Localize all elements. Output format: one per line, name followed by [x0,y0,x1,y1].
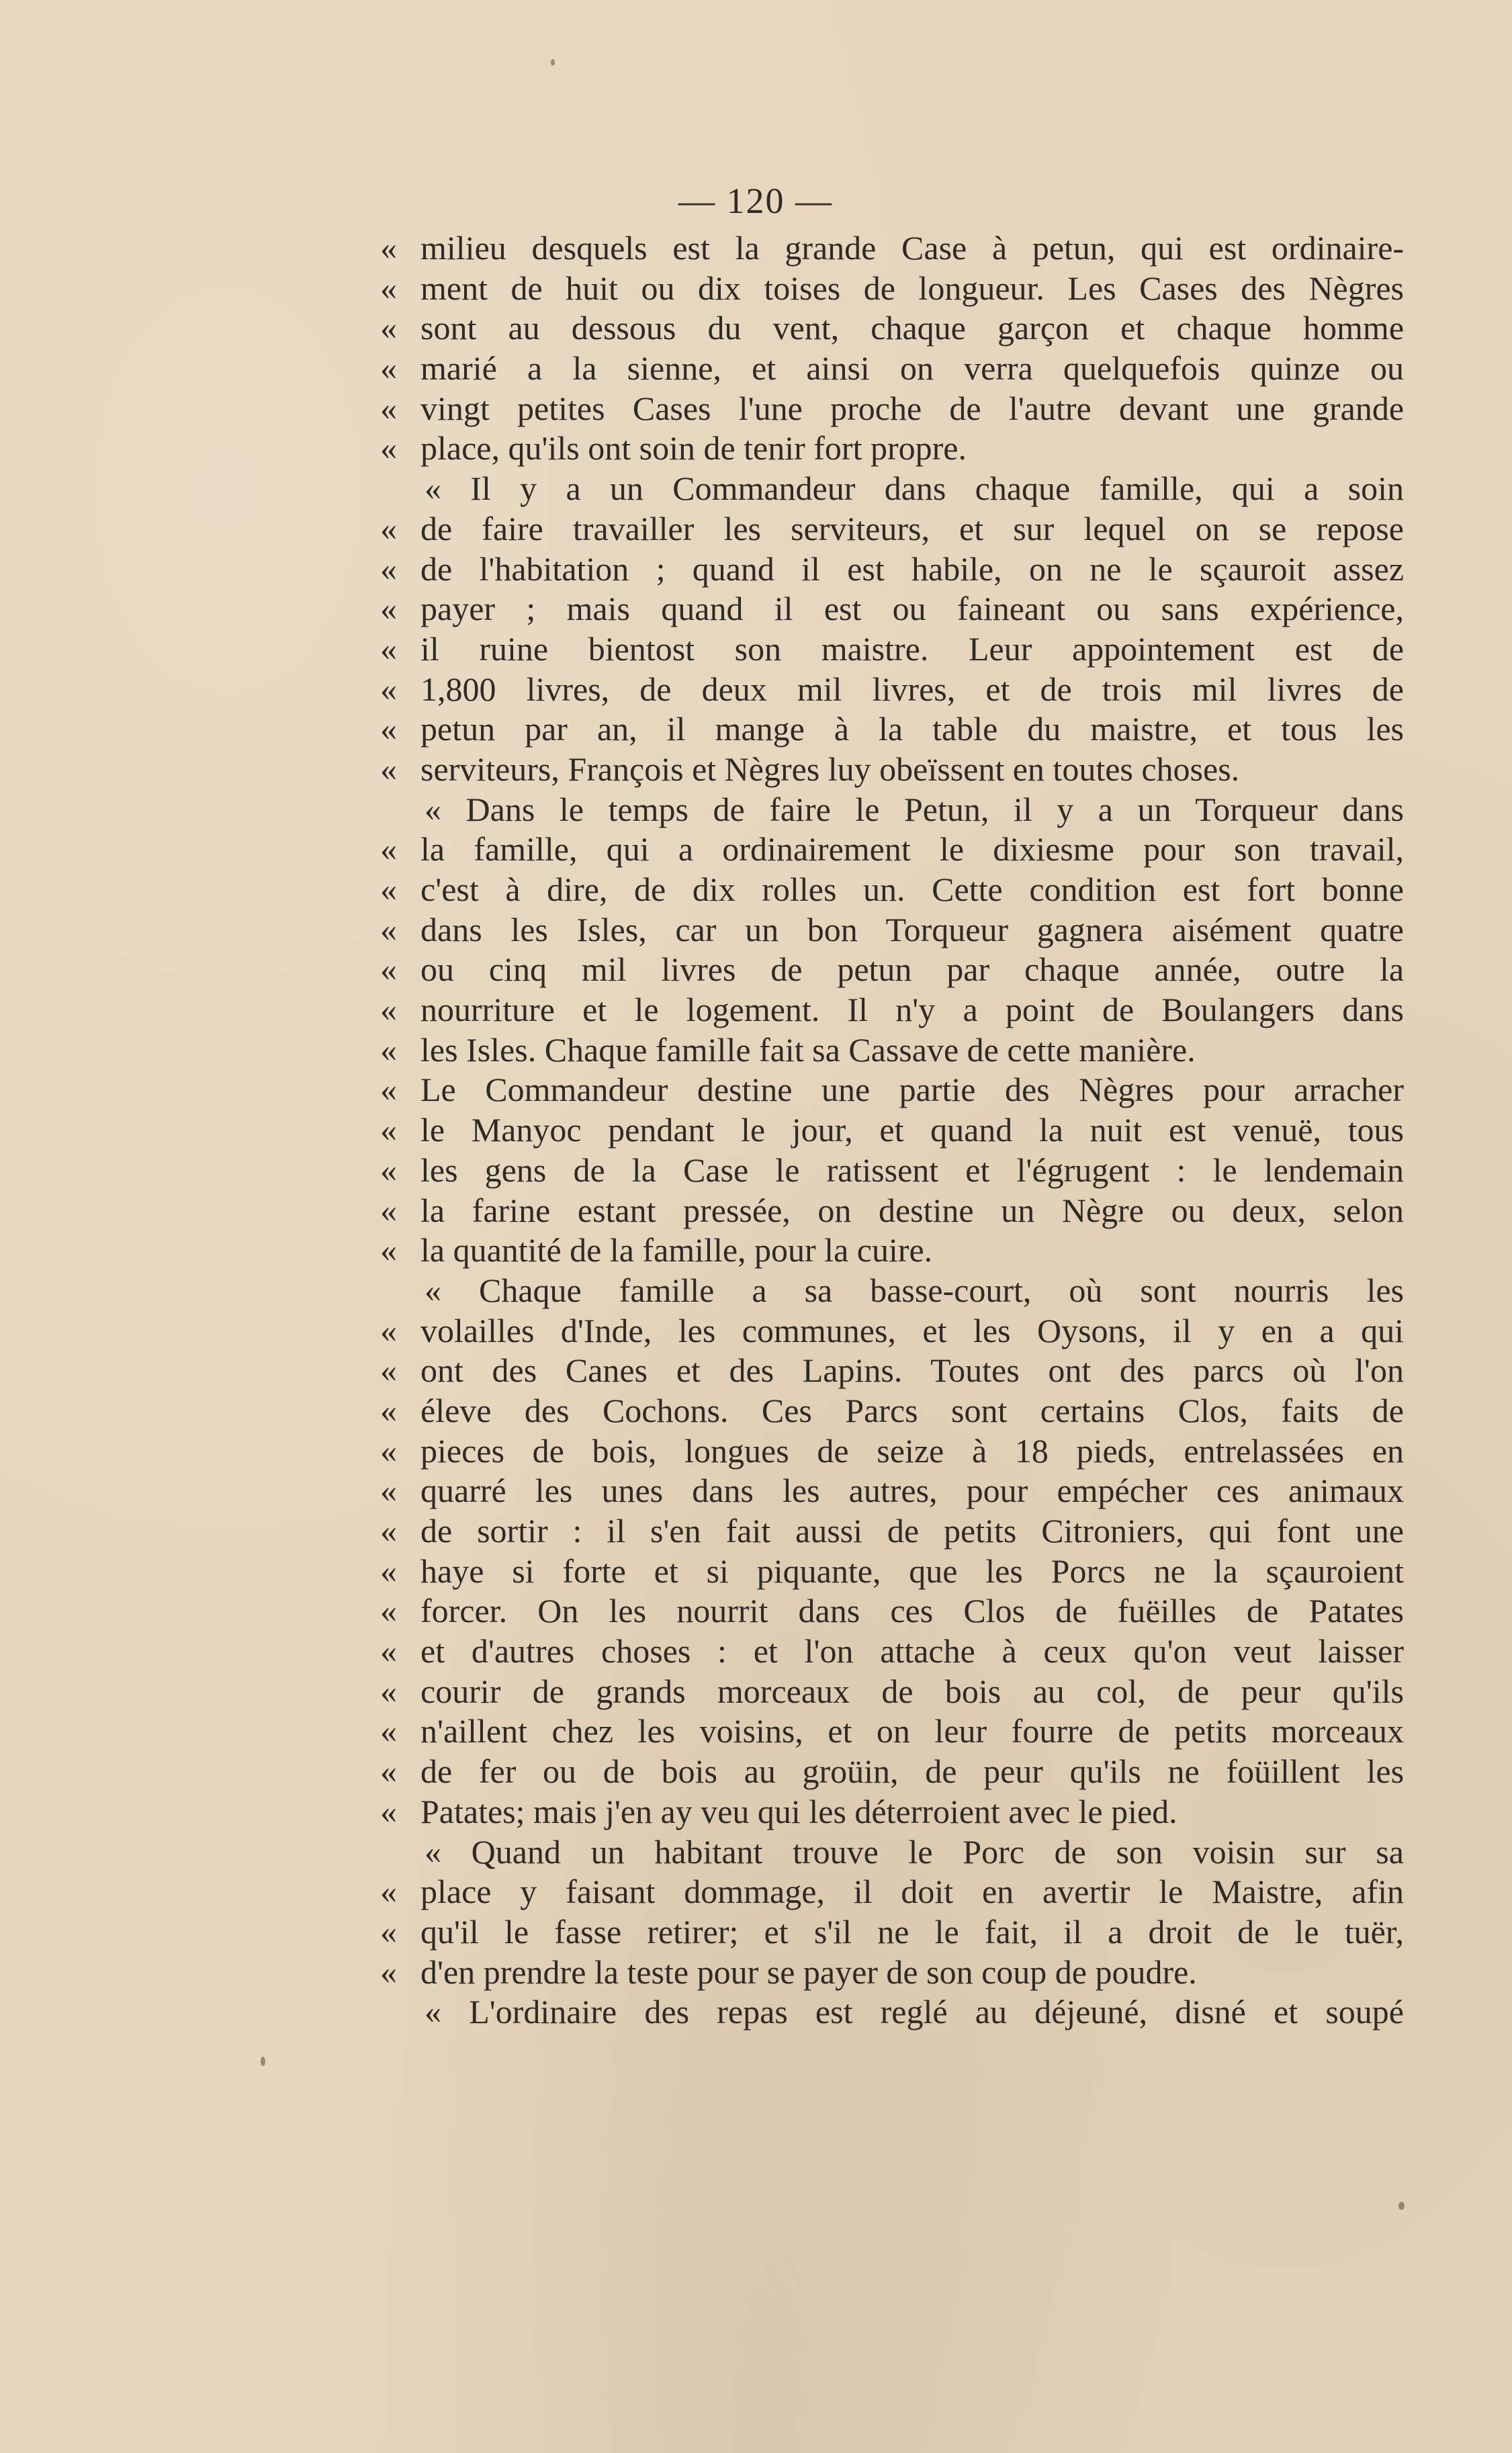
line-text: « Dans le temps de faire le Petun, il y a un Torqueur dans [425,790,1404,828]
text-line [380,830,1404,870]
text-line [380,950,1404,990]
line-text: milieu desquels est la grande Case à petun, qui est ordinaire- [420,229,1404,267]
quote-mark: « [380,1351,397,1390]
line-text: le Manyoc pendant le jour, et quand la nuit est venuë, tous [420,1111,1404,1149]
text-line [380,1953,1404,1993]
text-line [380,1711,1404,1752]
quote-mark: « [380,1231,397,1269]
quote-mark: « [380,1632,397,1670]
line-text: vingt petites Cases l'une proche de l'autre devant une grande [420,389,1404,427]
text-block [380,228,1404,2033]
text-line [380,709,1404,750]
text-line [380,389,1404,429]
quote-mark: « [380,830,397,868]
line-text: ment de huit ou dix toises de longueur. Les Cases des Nègres [420,269,1404,307]
text-line [380,1231,1404,1271]
line-text: qu'il le fasse retirer; et s'il ne le fait, il a droit de le tuër, [420,1912,1404,1951]
text-line [380,1511,1404,1552]
quote-mark: « [380,1391,397,1429]
text-line [380,429,1404,469]
text-line [380,1591,1404,1632]
line-text: « Il y a un Commandeur dans chaque famille, qui a soin [425,470,1404,508]
line-text: « Quand un habitant trouve le Porc de son voisin sur sa [425,1832,1404,1871]
line-text: les Isles. Chaque famille fait sa Cassave de cette manière. [420,1030,1196,1069]
line-text: place, qu'ils ont soin de tenir fort propre. [420,429,967,467]
paper-speck [261,2057,265,2066]
text-line [380,750,1404,790]
text-line [380,1832,1404,1873]
quote-mark: « [380,871,397,908]
line-text: de fer ou de bois au groüin, de peur qu'ils ne foüillent les [420,1752,1404,1791]
quote-mark: « [380,269,397,307]
quote-mark: « [380,1431,397,1470]
quote-mark: « [380,229,397,267]
quote-mark: « [380,549,397,588]
quote-mark: « [380,1953,397,1991]
text-line [380,1792,1404,1832]
quote-mark: « [380,1111,397,1149]
line-text: de sortir : il s'en fait aussi de petits Citroniers, qui font une [420,1512,1404,1550]
text-line [380,629,1404,670]
quote-mark: « [380,1672,397,1710]
quote-mark: « [380,309,397,347]
quote-mark: « [380,750,397,788]
line-text: éleve des Cochons. Ces Parcs sont certains Clos, faits de [420,1391,1404,1429]
text-line [380,1872,1404,1912]
text-line [380,1552,1404,1592]
line-text: Patates; mais j'en ay veu qui les déterroient avec le pied. [420,1792,1177,1830]
text-line [380,1151,1404,1191]
quote-mark: « [380,1151,397,1189]
text-line [380,469,1404,509]
line-text: la famille, qui a ordinairement le dixiesme pour son travail, [420,830,1404,868]
text-line [380,990,1404,1030]
quote-mark: « [380,1752,397,1791]
line-text: forcer. On les nourrit dans ces Clos de fuëilles de Patates [420,1592,1404,1630]
line-text: petun par an, il mange à la table du maistre, et tous les [420,710,1404,748]
quote-mark: « [380,429,397,467]
line-text: volailles d'Inde, les communes, et les Oysons, il y en a qui [420,1311,1404,1349]
quote-mark: « [380,509,397,547]
text-line [380,509,1404,549]
text-line [380,1752,1404,1792]
text-line [380,910,1404,950]
quote-mark: « [380,349,397,388]
quote-mark: « [380,991,397,1029]
line-text: 1,800 livres, de deux mil livres, et de trois mil livres de [420,670,1404,708]
quote-mark: « [380,1472,397,1510]
line-text: « Chaque famille a sa basse-court, où sont nourris les [425,1271,1404,1309]
line-text: serviteurs, François et Nègres luy obeïssent en toutes choses. [420,750,1240,788]
line-text: c'est à dire, de dix rolles un. Cette condition est fort bonne [420,871,1404,908]
text-line [380,670,1404,710]
line-text: place y faisant dommage, il doit en avertir le Maistre, afin [420,1873,1404,1911]
line-text: la quantité de la famille, pour la cuire. [420,1231,933,1269]
line-text: haye si forte et si piquante, que les Porcs ne la sçauroient [420,1552,1404,1590]
text-line [380,589,1404,629]
quote-mark: « [380,389,397,427]
line-text: de faire travailler les serviteurs, et sur lequel on se repose [420,509,1404,547]
text-line [380,870,1404,910]
quote-mark: « [380,590,397,628]
quote-mark: « [380,950,397,989]
quote-mark: « [380,1912,397,1951]
line-text: d'en prendre la teste pour se payer de son coup de poudre. [420,1953,1197,1991]
line-text: ou cinq mil livres de petun par chaque année, outre la [420,950,1404,989]
line-text: quarré les unes dans les autres, pour empécher ces animaux [420,1472,1404,1510]
text-line [380,1030,1404,1071]
line-text: Le Commandeur destine une partie des Nègres pour arracher [420,1071,1404,1109]
page-number: — 120 — [678,181,833,221]
line-text: de l'habitation ; quand il est habile, on ne le sçauroit assez [420,549,1404,588]
text-line [380,1110,1404,1151]
line-text: les gens de la Case le ratissent et l'égrugent : le lendemain [420,1151,1404,1189]
line-text: et d'autres choses : et l'on attache à ceux qu'on veut laisser [420,1632,1404,1670]
quote-mark: « [380,1552,397,1590]
text-line [380,1992,1404,2033]
line-text: dans les Isles, car un bon Torqueur gagnera aisément quatre [420,910,1404,948]
paper-speck [551,59,555,66]
text-line [380,1431,1404,1472]
quote-mark: « [380,629,397,668]
line-text: payer ; mais quand il est ou faineant ou sans expérience, [420,590,1404,628]
text-line [380,308,1404,349]
line-text: la farine estant pressée, on destine un Nègre ou deux, selon [420,1191,1404,1229]
text-line [380,269,1404,309]
quote-mark: « [380,1191,397,1229]
text-line [380,1271,1404,1311]
quote-mark: « [380,710,397,748]
quote-mark: « [380,1712,397,1750]
quote-mark: « [380,1873,397,1911]
quote-mark: « [380,670,397,708]
line-text: marié a la sienne, et ainsi on verra quelquefois quinze ou [420,349,1404,388]
quote-mark: « [380,1592,397,1630]
paper-speck [1398,2202,1405,2210]
quote-mark: « [380,1071,397,1109]
line-text: « L'ordinaire des repas est reglé au déjeuné, disné et soupé [425,1993,1404,2031]
text-line [380,1672,1404,1712]
text-line [380,1912,1404,1953]
quote-mark: « [380,1512,397,1550]
text-line [380,549,1404,590]
text-line [380,228,1404,269]
text-line [380,1311,1404,1351]
text-line [380,349,1404,389]
text-line [380,1070,1404,1110]
quote-mark: « [380,1311,397,1349]
line-text: n'aillent chez les voisins, et on leur fourre de petits morceaux [420,1712,1404,1750]
text-line [380,1471,1404,1511]
quote-mark: « [380,1030,397,1069]
quote-mark: « [380,1792,397,1830]
line-text: courir de grands morceaux de bois au col, de peur qu'ils [420,1672,1404,1710]
line-text: ont des Canes et des Lapins. Toutes ont des parcs où l'on [420,1351,1404,1390]
line-text: sont au dessous du vent, chaque garçon et chaque homme [420,309,1404,347]
line-text: il ruine bientost son maistre. Leur appointement est de [420,629,1404,668]
text-line [380,1632,1404,1672]
text-line [380,1351,1404,1391]
text-line [380,1391,1404,1431]
line-text: pieces de bois, longues de seize à 18 pieds, entrelassées en [420,1431,1404,1470]
text-line [380,1191,1404,1231]
text-line [380,790,1404,830]
line-text: nourriture et le logement. Il n'y a point de Boulangers dans [420,991,1404,1029]
quote-mark: « [380,910,397,948]
